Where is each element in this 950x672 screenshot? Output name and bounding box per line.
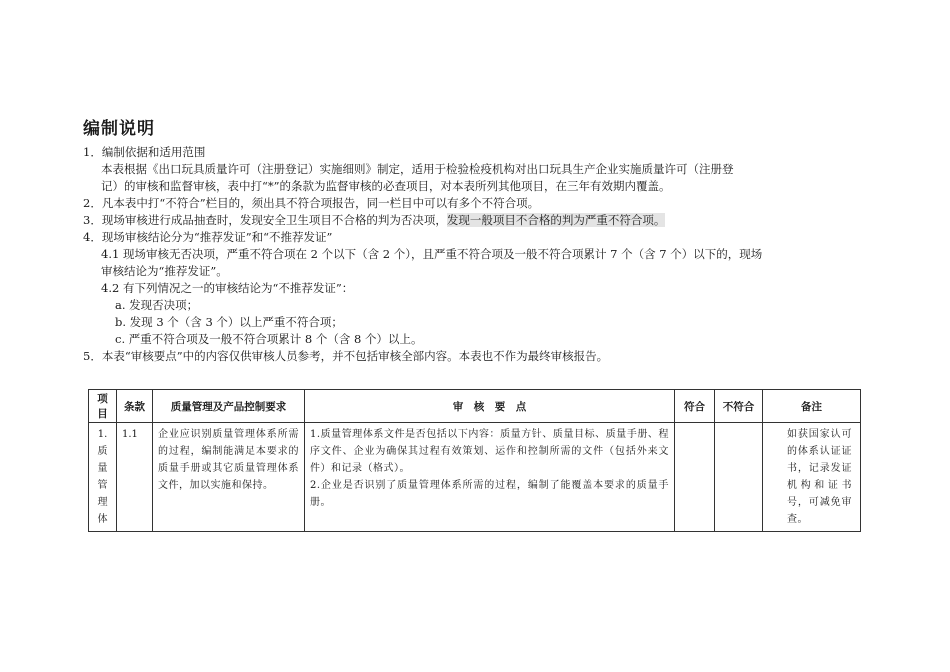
cell-remark: 如获国家认可的体系认证证书，记录发证机构和证书号，可减免审查。	[763, 423, 861, 532]
header-requirement: 质量管理及产品控制要求	[153, 390, 305, 423]
cell-requirement: 企业应识别质量管理体系所需的过程，编制能满足本要求的质量手册或其它质量管理体系文件，加以实施和保持。	[153, 423, 305, 532]
cell-clause: 1.1	[117, 423, 153, 532]
item-4-2-c: c. 严重不符合项及一般不符合项累计 8 个（含 8 个）以上。	[115, 332, 423, 346]
cell-nonconform[interactable]	[715, 423, 763, 532]
header-audit-points: 审 核 要 点	[305, 390, 675, 423]
item-4-1-line2: 审核结论为“推荐发证”。	[101, 264, 228, 278]
item-3-highlighted: 发现一般项目不合格的判为严重不符合项。	[446, 213, 666, 227]
item-1-body-line1: 本表根据《出口玩具质量许可（注册登记）实施细则》制定，适用于检验检疫机构对出口玩具生产企业实施质量许可（注册登	[101, 162, 734, 176]
cell-item: 1.质量管理体	[89, 423, 117, 532]
header-item: 项目	[89, 390, 117, 423]
item-5: 5．本表“审核要点”中的内容仅供审核人员参考，并不包括审核全部内容。本表也不作为最终审核报告。	[83, 349, 609, 363]
item-3-part1: 3．现场审核进行成品抽查时，发现安全卫生项目不合格的判为否决项，	[83, 213, 447, 227]
item-2: 2．凡本表中打“不符合”栏目的，须出具不符合项报告，同一栏目中可以有多个不符合项。	[83, 196, 540, 210]
header-nonconform: 不符合	[715, 390, 763, 423]
item-4-2-a: a. 发现否决项；	[115, 298, 199, 312]
item-4-2: 4.2 有下列情况之一的审核结论为“不推荐发证”：	[101, 281, 354, 295]
cell-audit-points	[305, 423, 675, 532]
item-1-heading: 1．编制依据和适用范围	[83, 145, 206, 159]
audit-table	[88, 389, 861, 532]
audit-point-1: 1.质量管理体系文件是否包括以下内容：质量方针、质量目标、质量手册、程序文件、企业为确保其过程有效策划、运作和控制所需的文件（包括外来文件）和记录（格式）。	[310, 429, 669, 474]
table-header-row	[89, 390, 861, 423]
header-clause: 条款	[117, 390, 153, 423]
item-4-1-line1: 4.1 现场审核无否决项，严重不符合项在 2 个以下（含 2 个），且严重不符合项及一般不符合项累计 7 个（含 7 个）以下的，现场	[101, 247, 763, 261]
table-row	[89, 423, 861, 532]
item-3	[83, 212, 665, 229]
cell-conform[interactable]	[675, 423, 715, 532]
header-remark: 备注	[763, 390, 861, 423]
item-1-body-line2: 记）的审核和监督审核，表中打“*”的条款为监督审核的必查项目，对本表所列其他项目，在三年有效期内覆盖。	[101, 179, 671, 193]
audit-point-2: 2.企业是否识别了质量管理体系所需的过程，编制了能覆盖本要求的质量手册。	[310, 480, 669, 508]
item-4-heading: 4．现场审核结论分为“推荐发证”和“不推荐发证”	[83, 230, 333, 244]
header-conform: 符合	[675, 390, 715, 423]
item-4-2-b: b. 发现 3 个（含 3 个）以上严重不符合项；	[115, 315, 343, 329]
page-title: 编制说明	[83, 119, 155, 139]
